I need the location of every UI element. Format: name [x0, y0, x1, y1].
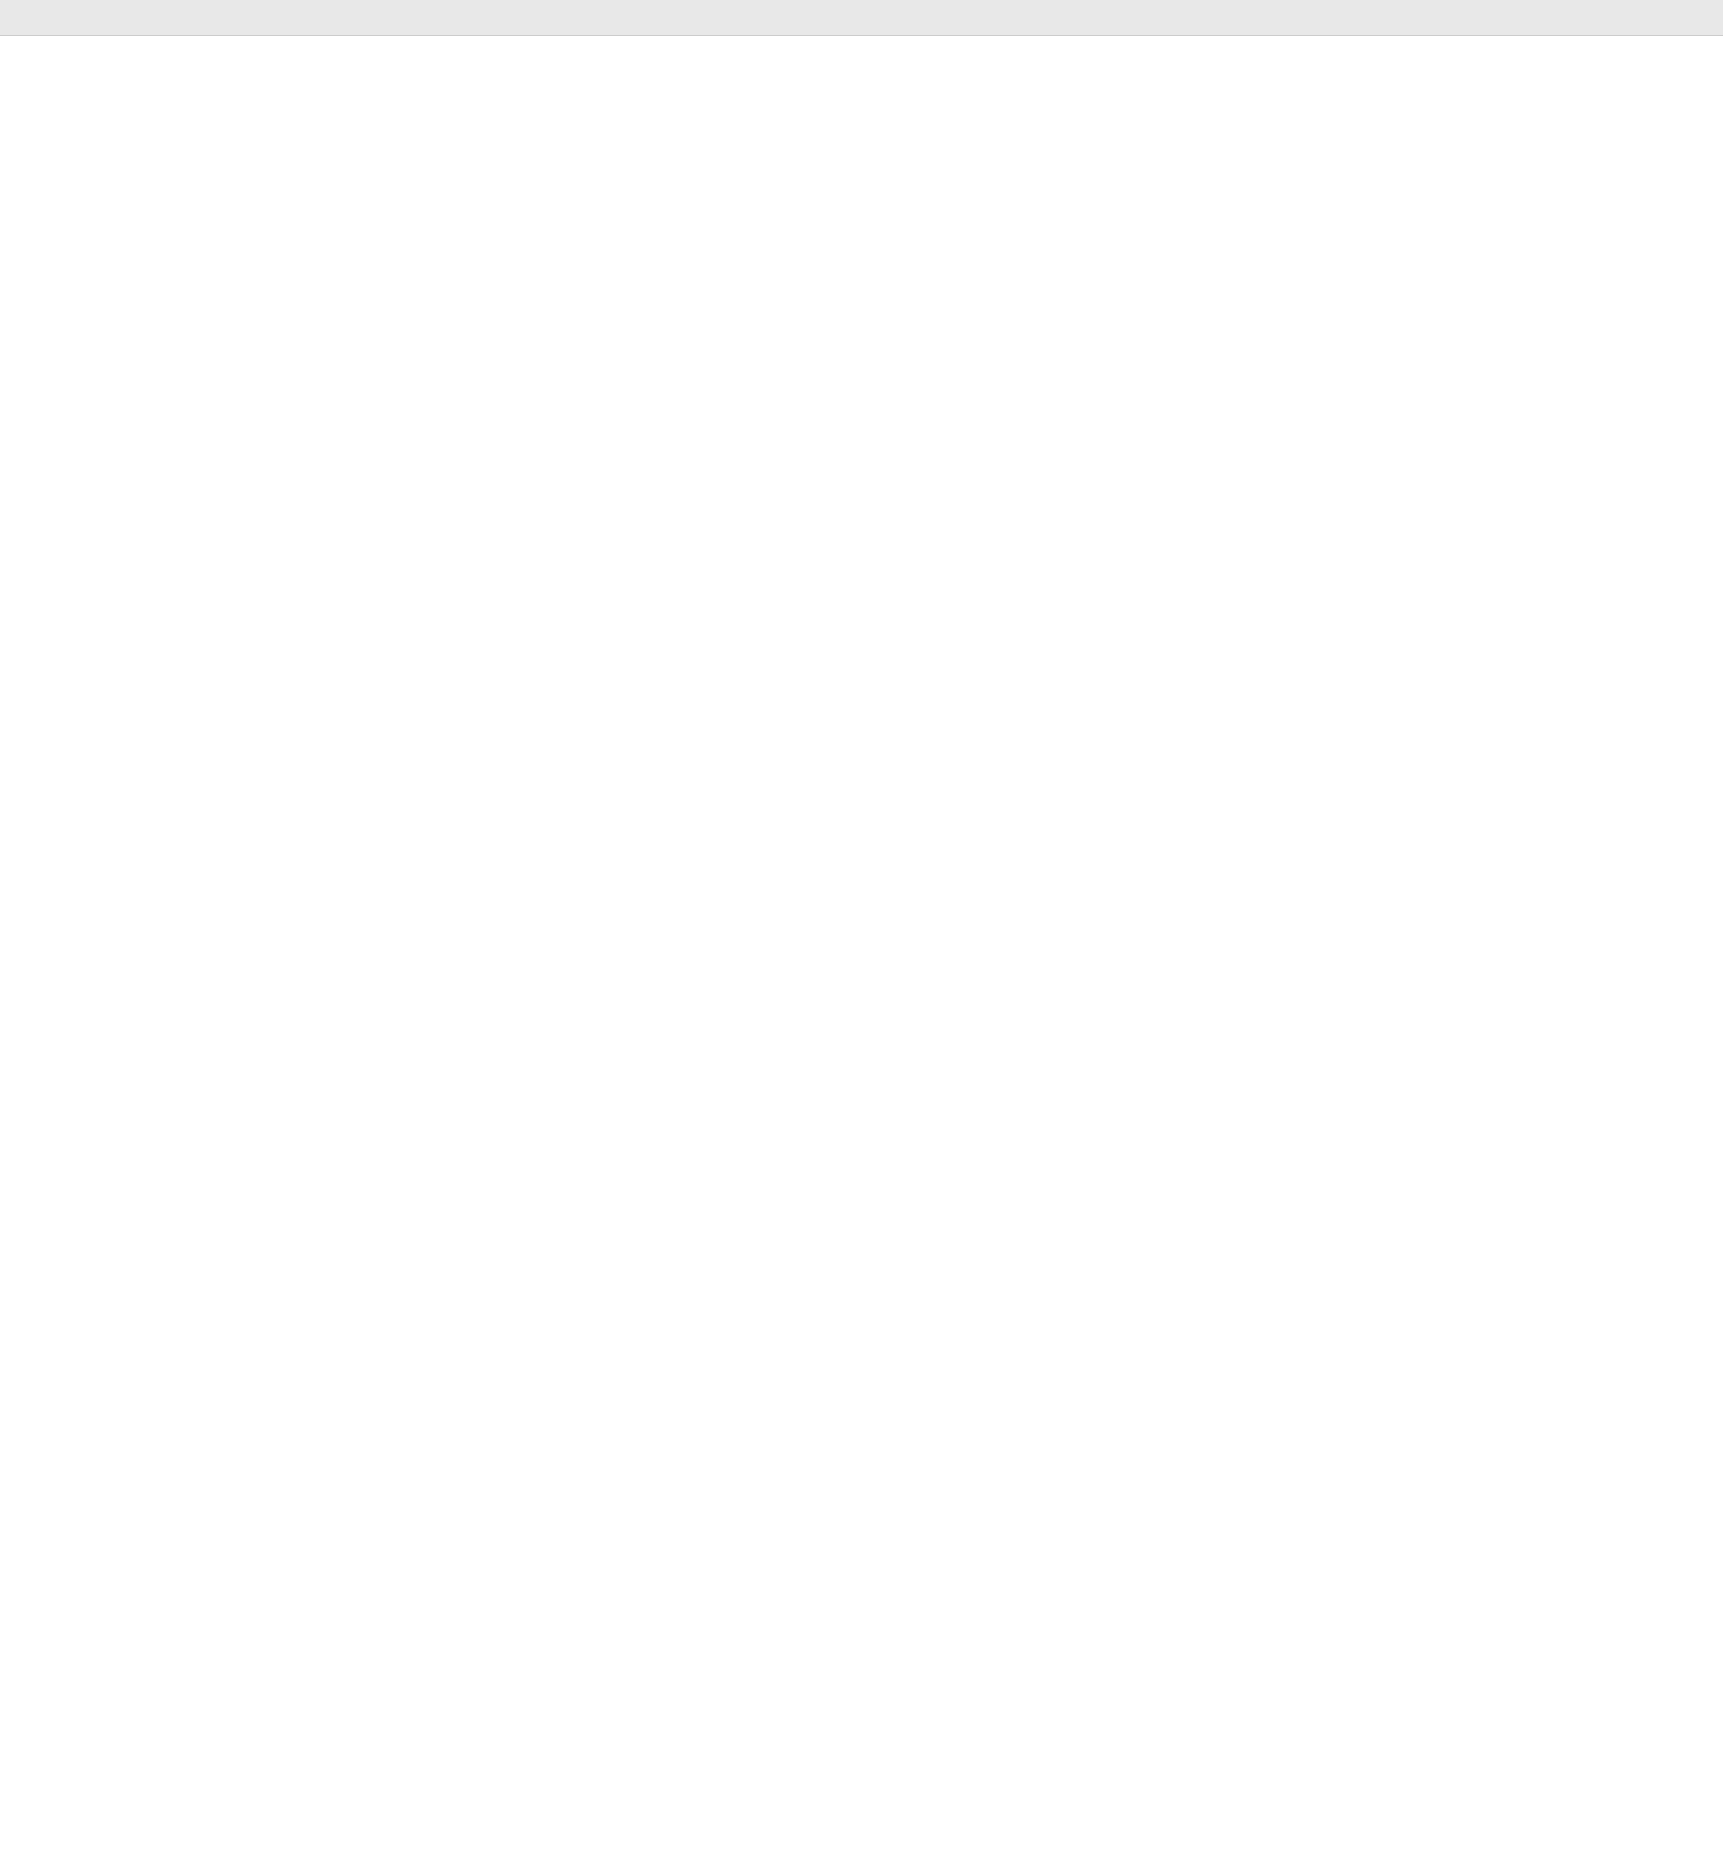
title-bar: [0, 0, 1723, 36]
main-content-area: [0, 36, 1723, 1860]
